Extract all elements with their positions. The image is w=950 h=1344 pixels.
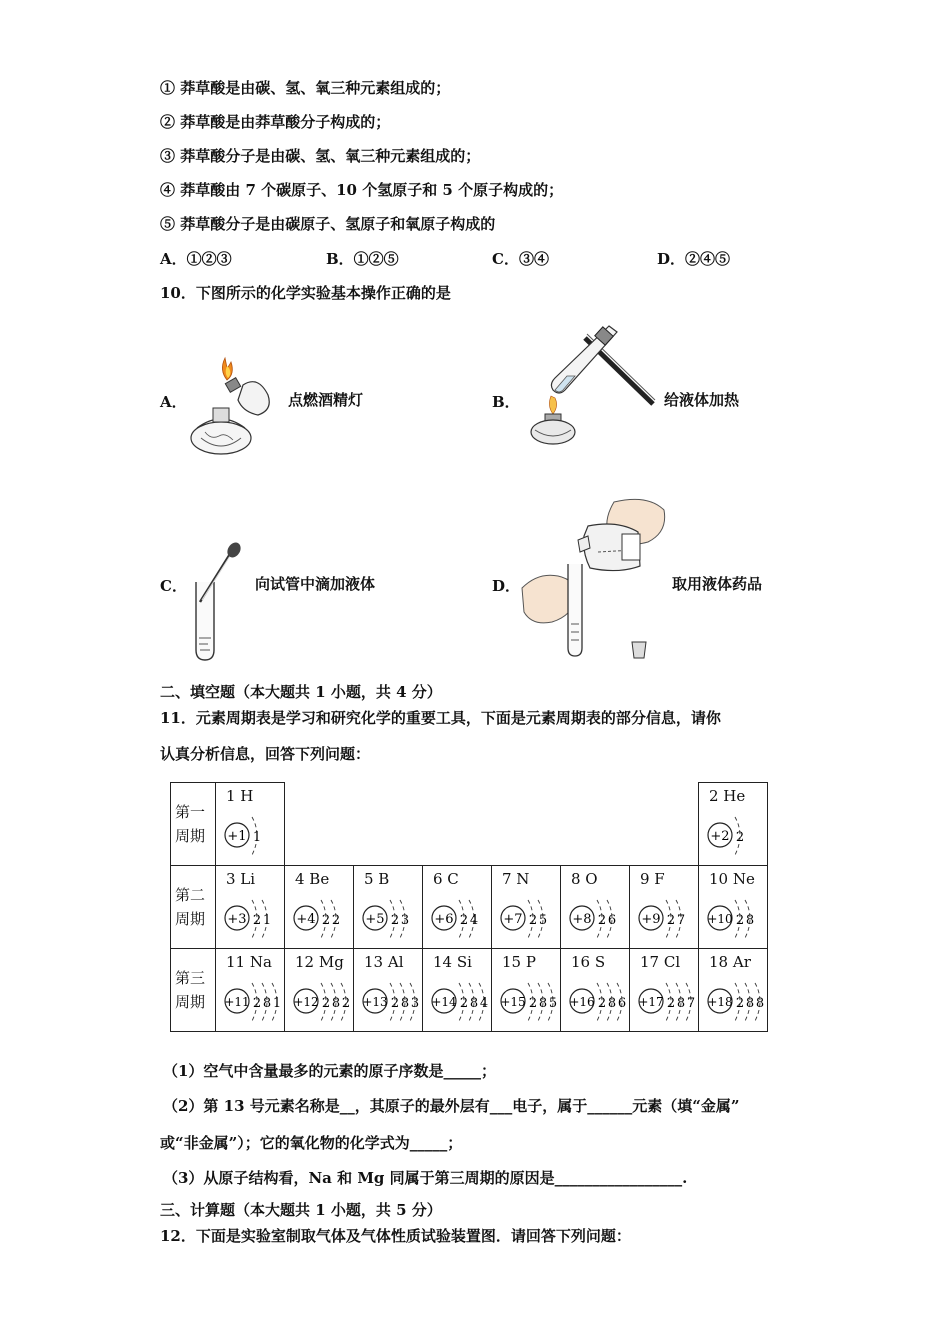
element-symbol: 4 Be	[295, 870, 330, 888]
shell-electron-count: 8	[538, 996, 548, 1011]
q9-option-b[interactable]: B．①②⑤	[326, 250, 399, 268]
section-2-heading: 二、填空题（本大题共 1 小题，共 4 分）	[160, 683, 442, 701]
atomic-structure-diagram	[360, 971, 422, 1029]
atomic-structure-diagram	[567, 888, 629, 946]
atomic-structure-diagram	[705, 805, 767, 863]
shell-electron-count: 2	[666, 996, 676, 1011]
atomic-structure-diagram	[567, 971, 629, 1029]
shell-electron-count: 2	[528, 913, 538, 928]
atomic-structure-diagram	[429, 971, 491, 1029]
shell-electron-count: 4	[469, 913, 479, 928]
empty-cell	[285, 783, 699, 866]
element-symbol: 12 Mg	[295, 953, 344, 971]
atomic-structure-diagram	[636, 971, 698, 1029]
nucleus-charge: +2	[710, 829, 730, 844]
atomic-structure-diagram	[705, 971, 767, 1029]
element-cell	[630, 866, 699, 949]
element-symbol: 2 He	[709, 787, 746, 805]
atomic-structure-diagram	[291, 888, 353, 946]
shell-electron-count: 7	[686, 996, 696, 1011]
element-symbol: 3 Li	[226, 870, 256, 888]
q11-stem-line-1: 11．元素周期表是学习和研究化学的重要工具，下面是元素周期表的部分信息，请你	[160, 709, 721, 727]
shell-electron-count: 2	[321, 996, 331, 1011]
statement-3: ③ 莽草酸分子是由碳、氢、氧三种元素组成的；	[160, 147, 481, 165]
q10-stem: 10．下图所示的化学实验基本操作正确的是	[160, 284, 451, 302]
shell-electron-count: 2	[321, 913, 331, 928]
element-symbol: 17 Cl	[640, 953, 681, 971]
atomic-structure-diagram	[291, 971, 353, 1029]
statement-2: ② 莽草酸是由莽草酸分子构成的；	[160, 113, 391, 131]
atomic-structure-diagram	[498, 888, 560, 946]
element-cell	[285, 866, 354, 949]
element-cell	[354, 866, 423, 949]
atomic-structure-diagram	[222, 805, 284, 863]
element-cell	[699, 866, 768, 949]
q10-option-b-caption: 给液体加热	[664, 391, 740, 409]
element-symbol: 7 N	[502, 870, 530, 888]
q9-option-d[interactable]: D．②④⑤	[657, 250, 731, 268]
element-cell	[561, 866, 630, 949]
q10-option-b-letter[interactable]: B．	[492, 393, 520, 411]
nucleus-charge: +17	[638, 995, 664, 1009]
shell-electron-count: 7	[676, 913, 686, 928]
shell-electron-count: 2	[735, 913, 745, 928]
nucleus-charge: +9	[641, 912, 661, 927]
element-cell	[216, 866, 285, 949]
element-cell	[354, 949, 423, 1032]
alcohol-lamp-lighting-illustration	[183, 350, 285, 462]
element-cell	[630, 949, 699, 1032]
element-cell	[285, 949, 354, 1032]
q11-sub-1: （1）空气中含量最多的元素的原子序数是_____；	[163, 1062, 496, 1080]
element-symbol: 15 P	[502, 953, 536, 971]
atomic-structure-diagram	[429, 888, 491, 946]
shell-electron-count: 2	[341, 996, 351, 1011]
nucleus-charge: +6	[434, 912, 454, 927]
shell-electron-count: 6	[607, 913, 617, 928]
shell-electron-count: 8	[745, 996, 755, 1011]
q11-stem-line-2: 认真分析信息，回答下列问题：	[160, 745, 371, 763]
shell-electron-count: 2	[459, 913, 469, 928]
element-symbol: 10 Ne	[709, 870, 755, 888]
q10-option-a-letter[interactable]: A．	[160, 393, 187, 411]
q10-option-a-caption: 点燃酒精灯	[288, 391, 364, 409]
element-cell	[423, 949, 492, 1032]
period-2-label: 第二 周期	[171, 866, 216, 949]
q12-stem: 12．下面是实验室制取气体及气体性质试验装置图．请回答下列问题：	[160, 1227, 631, 1245]
nucleus-charge: +11	[224, 995, 250, 1009]
element-cell	[699, 783, 768, 866]
nucleus-charge: +7	[503, 912, 523, 927]
statement-1: ① 莽草酸是由碳、氢、氧三种元素组成的；	[160, 79, 451, 97]
q11-sub-2-line-1: （2）第 13 号元素名称是__，其原子的最外层有___电子，属于______元素（填“金属”	[163, 1097, 740, 1115]
element-cell	[216, 783, 285, 866]
shell-electron-count: 8	[262, 996, 272, 1011]
nucleus-charge: +10	[707, 912, 733, 926]
atomic-structure-diagram	[636, 888, 698, 946]
shell-electron-count: 8	[755, 996, 765, 1011]
pouring-liquid-illustration	[518, 492, 668, 664]
element-cell	[492, 949, 561, 1032]
heating-liquid-illustration	[525, 318, 665, 450]
element-cell	[216, 949, 285, 1032]
q10-option-d-caption: 取用液体药品	[672, 575, 763, 593]
shell-electron-count: 8	[676, 996, 686, 1011]
shell-electron-count: 2	[252, 996, 262, 1011]
nucleus-charge: +1	[227, 829, 247, 844]
q10-option-c-caption: 向试管中滴加液体	[255, 575, 376, 593]
shell-electron-count: 5	[548, 996, 558, 1011]
shell-electron-count: 8	[607, 996, 617, 1011]
q10-option-d-letter[interactable]: D．	[492, 577, 521, 595]
q11-sub-3: （3）从原子结构看，Na 和 Mg 同属于第三周期的原因是_________________.	[163, 1169, 688, 1187]
section-3-heading: 三、计算题（本大题共 1 小题，共 5 分）	[160, 1201, 442, 1219]
element-symbol: 1 H	[226, 787, 254, 805]
shell-electron-count: 1	[252, 830, 262, 845]
shell-electron-count: 2	[252, 913, 262, 928]
shell-electron-count: 2	[735, 830, 745, 845]
q11-sub-2-line-2: 或“非金属”）；它的氧化物的化学式为_____；	[160, 1134, 463, 1152]
period-1-label: 第一 周期	[171, 783, 216, 866]
nucleus-charge: +8	[572, 912, 592, 927]
shell-electron-count: 4	[479, 996, 489, 1011]
element-symbol: 16 S	[571, 953, 606, 971]
atomic-structure-diagram	[360, 888, 422, 946]
shell-electron-count: 8	[400, 996, 410, 1011]
statement-4: ④ 莽草酸由 7 个碳原子、10 个氢原子和 5 个原子构成的；	[160, 181, 564, 199]
shell-electron-count: 2	[597, 913, 607, 928]
element-symbol: 6 C	[433, 870, 459, 888]
shell-electron-count: 5	[538, 913, 548, 928]
nucleus-charge: +18	[707, 995, 733, 1009]
shell-electron-count: 8	[745, 913, 755, 928]
shell-electron-count: 3	[400, 913, 410, 928]
shell-electron-count: 6	[617, 996, 627, 1011]
shell-electron-count: 1	[272, 996, 282, 1011]
dropper-test-tube-illustration	[186, 540, 246, 665]
nucleus-charge: +4	[296, 912, 316, 927]
shell-electron-count: 2	[528, 996, 538, 1011]
shell-electron-count: 2	[331, 913, 341, 928]
nucleus-charge: +16	[569, 995, 595, 1009]
atomic-structure-diagram	[222, 971, 284, 1029]
nucleus-charge: +13	[362, 995, 388, 1009]
element-cell	[423, 866, 492, 949]
shell-electron-count: 2	[666, 913, 676, 928]
shell-electron-count: 3	[410, 996, 420, 1011]
atomic-structure-diagram	[222, 888, 284, 946]
statement-5: ⑤ 莽草酸分子是由碳原子、氢原子和氧原子构成的	[160, 215, 496, 233]
element-symbol: 13 Al	[364, 953, 404, 971]
element-symbol: 5 B	[364, 870, 390, 888]
element-cell	[699, 949, 768, 1032]
nucleus-charge: +5	[365, 912, 385, 927]
element-symbol: 11 Na	[226, 953, 272, 971]
nucleus-charge: +12	[293, 995, 319, 1009]
period-3-label: 第三 周期	[171, 949, 216, 1032]
shell-electron-count: 8	[469, 996, 479, 1011]
nucleus-charge: +15	[500, 995, 526, 1009]
shell-electron-count: 2	[459, 996, 469, 1011]
shell-electron-count: 2	[597, 996, 607, 1011]
element-symbol: 18 Ar	[709, 953, 751, 971]
nucleus-charge: +3	[227, 912, 247, 927]
periodic-table	[170, 782, 768, 1032]
atomic-structure-diagram	[705, 888, 767, 946]
element-symbol: 9 F	[640, 870, 665, 888]
q9-option-a[interactable]: A．①②③	[160, 250, 232, 268]
shell-electron-count: 2	[390, 913, 400, 928]
element-cell	[492, 866, 561, 949]
nucleus-charge: +14	[431, 995, 457, 1009]
element-symbol: 14 Si	[433, 953, 472, 971]
shell-electron-count: 1	[262, 913, 272, 928]
element-symbol: 8 O	[571, 870, 598, 888]
atomic-structure-diagram	[498, 971, 560, 1029]
q9-option-c[interactable]: C．③④	[492, 250, 549, 268]
shell-electron-count: 2	[390, 996, 400, 1011]
q10-option-c-letter[interactable]: C．	[160, 577, 187, 595]
shell-electron-count: 2	[735, 996, 745, 1011]
element-cell	[561, 949, 630, 1032]
shell-electron-count: 8	[331, 996, 341, 1011]
